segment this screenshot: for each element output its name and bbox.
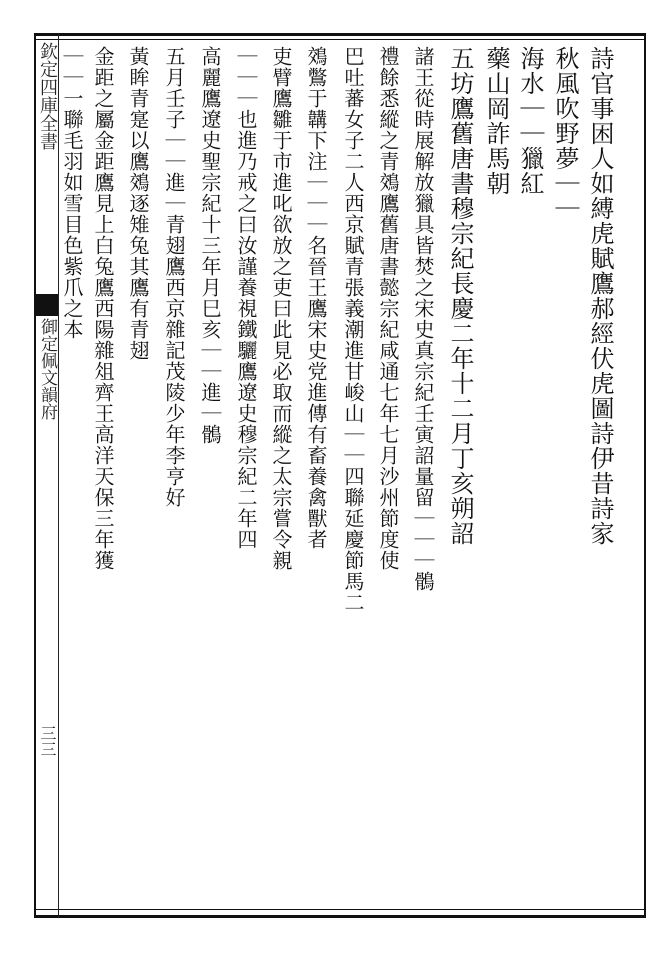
text-column-3: 海水｜｜獵紅 (516, 46, 544, 196)
text-column-12: 高麗鷹遼史聖宗紀十三年月巳亥｜｜進｜鶻 (198, 46, 222, 445)
text-column-6: 諸王從時展解放獵具皆焚之宋史真宗紀壬寅詔量留｜｜｜鶻 (411, 46, 435, 592)
text-column-16: ｜｜一聯毛羽如雪目色紫爪之本 (60, 46, 84, 340)
text-column-7: 禮餘悉縱之青鵁鷹舊唐書懿宗紀咸通七年七月沙州節度使 (376, 46, 400, 571)
margin-book-title: 御定佩文韻府 (37, 318, 57, 420)
text-column-11: ｜｜｜也進乃戒之曰汝謹養視鐵驪鷹遼史穆宗紀二年四 (234, 46, 258, 550)
text-column-5: 五坊鷹舊唐書穆宗紀長慶二年十二月丁亥朔詔 (446, 46, 474, 546)
frame-bottom-thin-rule (34, 909, 646, 910)
page-number: 三三 (38, 725, 57, 757)
text-column-1: 詩官事困人如縛虎賦鷹郝經伏虎圖詩伊昔詩家 (586, 46, 614, 546)
fish-tail-mark (36, 294, 58, 316)
text-column-13: 五月壬子｜｜進｜青翅鷹西京雜記茂陵少年李亨好 (162, 46, 186, 508)
text-column-9: 鵁鷩于韝下注｜｜｜名晉王鷹宋史党進傳有畜養禽獸者 (304, 46, 328, 550)
text-column-8: 巴吐蕃女子二人西京賦青張義潮進甘峻山｜｜四聯延慶節馬二 (341, 46, 365, 613)
frame-right-rule (644, 33, 646, 918)
frame-top-rule (34, 33, 646, 36)
frame-bottom-rule (34, 915, 646, 918)
text-column-15: 金距之屬金距鷹見上白兔鷹西陽雜俎齊王高洋天保三年獲 (91, 46, 115, 571)
text-column-14: 黃眸青寔以鷹鵁逐雉兔其鷹有青翅 (126, 46, 150, 361)
margin-divider-rule (58, 33, 59, 918)
text-column-2: 秋風吹野夢｜｜ (551, 46, 579, 221)
margin-collection-title: 欽定四庫全書 (37, 42, 58, 150)
text-column-10: 吏臂鷹雛于市進叱欲放之吏曰此見必取而縱之太宗嘗令親 (269, 46, 293, 571)
frame-top-thin-rule (34, 39, 646, 40)
text-column-4: 藥山岡詐馬朝 (482, 46, 510, 196)
